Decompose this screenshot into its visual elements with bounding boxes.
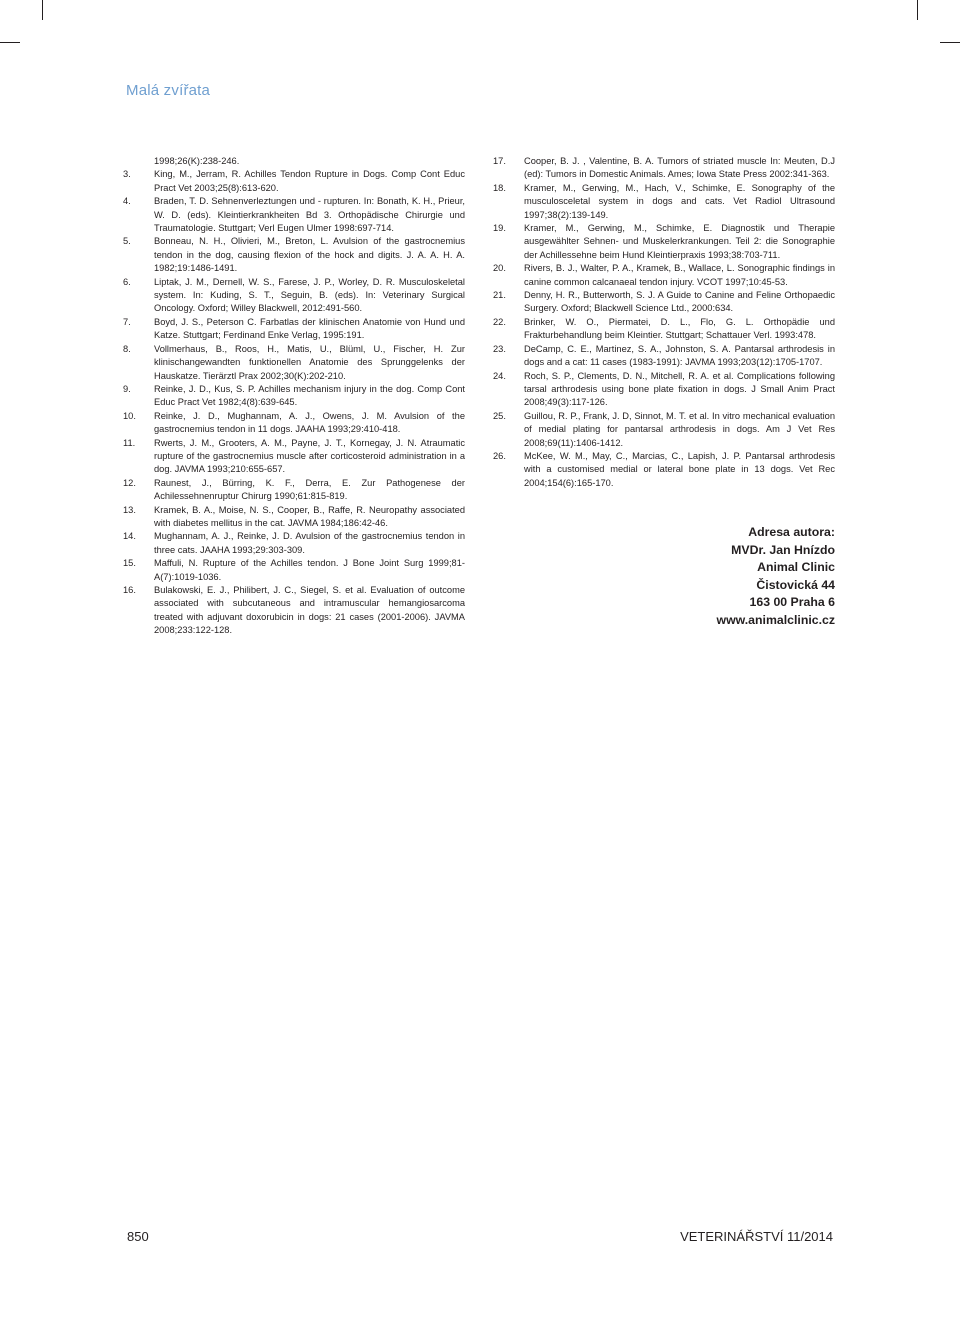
references-left-column [123, 155, 465, 638]
author-address [717, 524, 835, 630]
reference-number: 9. [123, 383, 131, 394]
reference-text: Liptak, J. M., Dernell, W. S., Farese, J. P., Worley, D. R. Musculoskeletal system. In: Kuding, S. T., Seguin, B. (eds). In: Veterinary Surgical Oncology. Oxford; Willey Blackwell, 2012:491-560. [154, 276, 465, 314]
reference-text: Guillou, R. P., Frank, J. D, Sinnot, M. T. et al. In vitro mechanical evaluation of medial plating for pantarsal arthrodesis in dogs. Am J Vet Res 2008;69(11):1406-1412. [524, 410, 835, 448]
reference-number: 17. [493, 156, 506, 166]
reference-number: 12. [123, 477, 136, 488]
reference-item [123, 343, 465, 383]
reference-item [123, 477, 465, 504]
reference-text: King, M., Jerram, R. Achilles Tendon Rupture in Dogs. Comp Cont Educ Pract Vet 2003;25(8):613-620. [154, 169, 465, 193]
reference-item [493, 289, 835, 316]
reference-number: 25. [493, 410, 506, 421]
crop-mark [0, 42, 20, 43]
reference-number: 7. [123, 316, 131, 327]
reference-text: Vollmerhaus, B., Roos, H., Matis, U., Blüml, U., Fischer, H. Zur klinischangewandten funktionellen Anatomie des Sprunggelenks der Hauskatze. Tierärztl Prax 2002;30(K):202-210. [154, 343, 465, 381]
reference-number: 14. [123, 531, 136, 542]
reference-number: 20. [493, 263, 506, 274]
reference-text: Kramer, M., Gerwing, M., Hach, V., Schimke, E. Sonography of the musculosceletal system in dogs and cats. Vet Radiol Ultrasound 1997;38(2):139-149. [524, 182, 835, 220]
reference-number: 4. [123, 196, 131, 207]
reference-text: McKee, W. M., May, C., Marcias, C., Lapish, J. P. Pantarsal arthrodesis with a customised medial or lateral bone plate in 13 dogs. Vet Rec 2004;154(6):165-170. [524, 450, 835, 488]
website-link[interactable]: www.animalclinic.cz [716, 612, 835, 627]
reference-item [493, 182, 835, 222]
reference-text: Bulakowski, E. J., Philibert, J. C., Siegel, S. et al. Evaluation of outcome associated with subcutaneous and intramuscular hemangiosarcoma treated with adjuvant doxorubicin in dogs: 21 cases (2001-2006). JAVMA 2008;233:122-128. [154, 585, 465, 636]
reference-text: Rivers, B. J., Walter, P. A., Kramek, B., Wallace, L. Sonographic findings in canine common calcanaeal tendon injury. VCOT 1997;10:45-53. [524, 263, 835, 287]
reference-item [493, 222, 835, 262]
reference-item [123, 168, 465, 195]
reference-item [123, 235, 465, 275]
reference-text: Raunest, J., Bürring, K. F., Derra, E. Zur Pathogenese der Achilessehnenruptur Chirurg 1990;61:815-819. [154, 477, 465, 502]
crop-mark [42, 0, 43, 20]
reference-number: 26. [493, 450, 506, 461]
clinic-name: Animal Clinic [757, 560, 835, 575]
reference-item [123, 504, 465, 531]
author-name: MVDr. Jan Hnízdo [731, 542, 835, 557]
reference-item [493, 450, 835, 490]
references-right-column [493, 155, 835, 490]
reference-number: 5. [123, 236, 131, 247]
address-heading: Adresa autora: [748, 525, 835, 539]
reference-item [123, 584, 465, 638]
reference-item [123, 530, 465, 557]
reference-item [123, 276, 465, 316]
reference-item [493, 410, 835, 450]
reference-number: 21. [493, 290, 506, 301]
reference-item [123, 383, 465, 410]
reference-number: 24. [493, 370, 506, 381]
crop-mark [917, 0, 918, 20]
reference-text: Mughannam, A. J., Reinke, J. D. Avulsion of the gastrocnemius tendon in three cats. JAAHA 1993;29:303-309. [154, 531, 465, 555]
reference-text: Denny, H. R., Butterworth, S. J. A Guide to Canine and Feline Orthopaedic Surgery. Oxford; Blackwell Science Ltd., 2000:634. [524, 290, 835, 314]
reference-item [123, 437, 465, 477]
journal-issue: VETERINÁŘSTVÍ 11/2014 [680, 1229, 833, 1244]
reference-text: Boyd, J. S., Peterson C. Farbatlas der klinischen Anatomie von Hund und Katze. Stuttgart; Ferdinand Enke Verlag, 1995:191. [154, 316, 465, 341]
reference-text: Cooper, B. J. , Valentine, B. A. Tumors of striated muscle In: Meuten, D.J (ed): Tumors in Domestic Animals. Ames; Iowa State Press 2002:341-363. [524, 156, 835, 180]
reference-number: 22. [493, 316, 506, 327]
city-address: 163 00 Praha 6 [749, 595, 835, 610]
reference-text: Maffuli, N. Rupture of the Achilles tendon. J Bone Joint Surg 1999;81-A(7):1019-1036. [154, 558, 465, 582]
reference-item [493, 155, 835, 182]
reference-item [493, 316, 835, 343]
section-title: Malá zvířata [126, 82, 211, 99]
reference-item [123, 557, 465, 584]
reference-number: 16. [123, 585, 136, 595]
reference-item [493, 370, 835, 410]
reference-number: 19. [493, 223, 506, 234]
reference-item [123, 155, 465, 168]
reference-text: DeCamp, C. E., Martinez, S. A., Johnston, S. A. Pantarsal arthrodesis in dogs and a cat: 11 cases (1983-1991): JAVMA 1993;203(12):1705-1707. [524, 343, 835, 368]
page-number: 850 [127, 1229, 149, 1244]
reference-text: Kramer, M., Gerwing, M., Schimke, E. Diagnostik und Therapie ausgewählter Sehnen- und Muskelerkrankungen. Teil 2: die Sonographie der Achillessehne beim Hund Kleintierpraxis 1993;38:703-711. [524, 223, 835, 260]
reference-item [123, 316, 465, 343]
street-address: Čistovická 44 [756, 577, 835, 592]
reference-text: Kramek, B. A., Moise, N. S., Cooper, B., Raffe, R. Neuropathy associated with diabetes mellitus in the cat. JAVMA 1984;186:42-46. [154, 504, 465, 528]
reference-number: 15. [123, 558, 136, 569]
reference-item [493, 343, 835, 370]
reference-item [123, 410, 465, 437]
reference-text: Brinker, W. O., Piermatei, D. L., Flo, G. L. Orthopädie und Frakturbehandlung beim Kleintier. Stuttgart; Schattauer Verl. 1993:478. [524, 316, 835, 341]
reference-text: Braden, T. D. Sehnenverleztungen und - rupturen. In: Bonath, K. H., Prieur, W. D. (eds). Kleintierkrankheiten Bd 3. Orthopädische Chirurgie und Traumatologie. Stuttgart; Verl Eugen Ulmer 1998:697-714. [154, 196, 465, 234]
reference-number: 3. [123, 169, 131, 180]
reference-number: 8. [123, 343, 131, 354]
reference-text: Bonneau, N. H., Olivieri, M., Breton, L. Avulsion of the gastrocnemius tendon in the dog, causing flexion of the hock and digits. J. A. A. H. A. 1982;19:1486-1491. [154, 236, 465, 274]
reference-text: Reinke, J. D., Kus, S. P. Achilles mechanism injury in the dog. Comp Cont Educ Pract Vet 1982;4(8):639-645. [154, 383, 465, 408]
reference-text: Rwerts, J. M., Grooters, A. M., Payne, J. T., Kornegay, J. N. Atraumatic rupture of the gastrocnemius muscle after corticosteroid administration in a dog. JAVMA 1993;210:655-657. [154, 437, 465, 475]
reference-number: 10. [123, 410, 136, 421]
reference-text: Roch, S. P., Clements, D. N., Mitchell, R. A. et al. Complications following tarsal arthrodesis using bone plate fixation in dogs. J Small Anim Pract 2008;49(3):117-126. [524, 370, 835, 408]
reference-number: 13. [123, 504, 136, 515]
reference-number: 18. [493, 182, 506, 193]
reference-item [123, 195, 465, 235]
reference-text: Reinke, J. D., Mughannam, A. J., Owens, J. M. Avulsion of the gastrocnemius tendon in 11 dogs. JAAHA 1993;29:410-418. [154, 410, 465, 435]
crop-mark [940, 42, 960, 43]
reference-number: 11. [123, 437, 136, 448]
reference-number: 6. [123, 276, 131, 287]
reference-number: 23. [493, 343, 506, 354]
reference-item [493, 262, 835, 289]
reference-text: 1998;26(K):238-246. [154, 156, 240, 166]
